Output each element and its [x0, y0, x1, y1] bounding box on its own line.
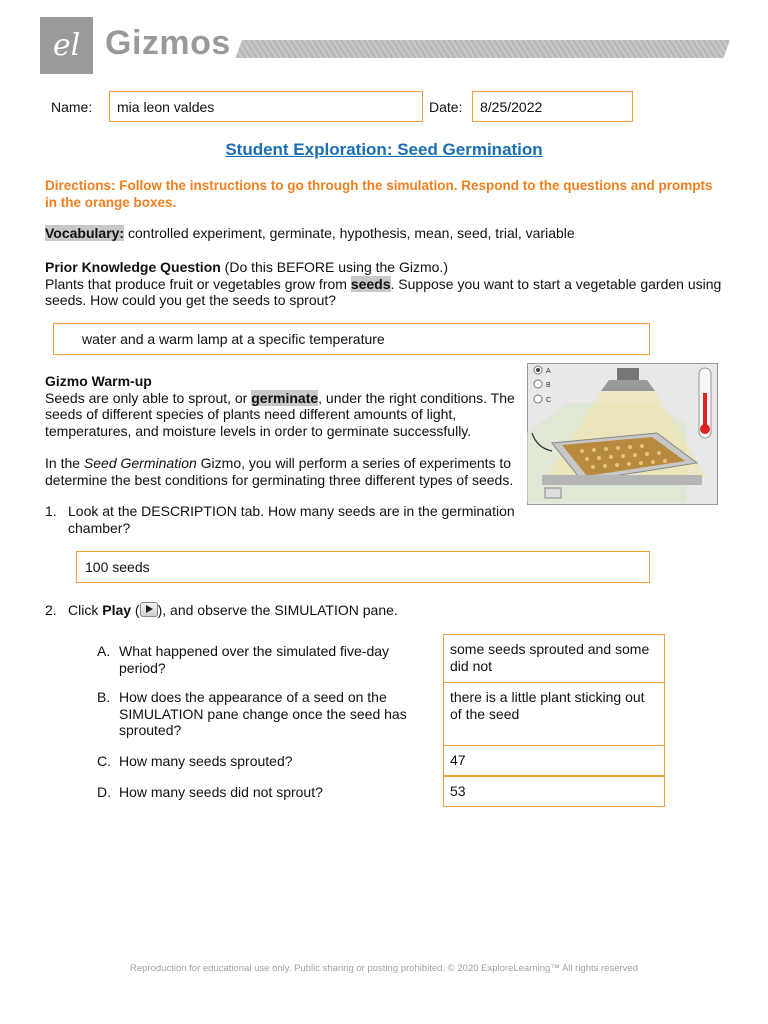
simulation-image — [527, 363, 718, 505]
header-decor-bar — [235, 40, 730, 58]
name-label: Name: — [51, 99, 93, 115]
q2b-question: How does the appearance of a seed on the SIMULATION pane change once the seed has sprouted? — [119, 689, 407, 738]
date-label: Date: — [429, 99, 463, 115]
q2b-answer: there is a little plant sticking out of the seed — [450, 689, 645, 722]
q2-text — [68, 602, 668, 619]
explorelearning-logo — [40, 17, 93, 74]
q2a-letter: A. — [97, 643, 111, 659]
warmup-p2-after: Gizmo, you will perform a series of experiments to determine the best conditions for germinating three different types of seeds. — [45, 455, 514, 488]
warmup-p1-before: Seeds are only able to sprout, or — [45, 389, 252, 406]
warmup-section — [45, 373, 515, 488]
prior-keyword: seeds — [350, 275, 391, 292]
name-value: mia leon valdes — [117, 98, 215, 115]
prior-text-before: Plants that produce fruit or vegetables grow from — [45, 275, 351, 292]
q2c-question: How many seeds sprouted? — [119, 753, 293, 769]
radio-c-label: C — [546, 397, 552, 404]
footer-copyright: Reproduction for educational use only. Public sharing or posting prohibited. © 2020 ExploreLearning™ All rights reserved — [130, 963, 638, 974]
q2c-letter: C. — [97, 753, 111, 769]
q2c-answer: 47 — [450, 752, 466, 768]
q1-number: 1. — [45, 503, 57, 519]
q2a-answer: some seeds sprouted and some did not — [450, 641, 650, 674]
vocabulary-line — [45, 225, 735, 242]
play-icon — [140, 602, 158, 617]
logo-mark: el — [52, 27, 81, 63]
name-field[interactable] — [109, 91, 423, 122]
q1-answer-box[interactable] — [76, 551, 650, 583]
lamp-icon — [617, 368, 639, 380]
q2-play-label: Play — [102, 602, 132, 618]
q2a-answer-cell[interactable] — [443, 634, 665, 682]
prior-answer-box[interactable] — [53, 323, 650, 355]
q2-text-before: Click — [68, 602, 103, 618]
q2d-answer: 53 — [450, 783, 466, 799]
page-title: Student Exploration: Seed Germination — [225, 140, 543, 159]
prior-answer: water and a warm lamp at a specific temperature — [82, 331, 385, 347]
q1-answer: 100 seeds — [85, 559, 150, 575]
prior-heading-note: (Do this BEFORE using the Gizmo.) — [220, 259, 448, 275]
warmup-p2-italic: Seed Germination — [83, 455, 197, 471]
q2c-answer-cell[interactable] — [443, 745, 665, 776]
prior-knowledge-section — [45, 259, 735, 309]
vocabulary-label: Vocabulary: — [45, 225, 125, 241]
q2a-question: What happened over the simulated five-day period? — [119, 643, 390, 676]
vocabulary-terms: controlled experiment, germinate, hypothesis, mean, seed, trial, variable — [124, 225, 575, 241]
prior-heading: Prior Knowledge Question — [45, 259, 221, 275]
q2b-answer-cell[interactable] — [443, 682, 665, 746]
prior-text-after: . Suppose you want to start a vegetable garden using seeds. How could you get the seeds to sprout? — [45, 275, 722, 308]
directions-text: Directions: Follow the instructions to go through the simulation. Respond to the questions and prompts in the orange boxes. — [45, 178, 713, 210]
warmup-heading: Gizmo Warm-up — [45, 373, 152, 389]
date-value: 8/25/2022 — [480, 98, 543, 115]
brand-title: Gizmos — [105, 24, 231, 62]
warmup-p1-after: , under the right conditions. The seeds of different species of plants need different amounts of light, temperatures, and moisture levels in order to germinate successfully. — [45, 389, 515, 439]
date-field[interactable] — [472, 91, 633, 122]
q2d-answer-cell[interactable] — [443, 776, 665, 807]
q2-text-after: ), and observe the SIMULATION pane. — [157, 602, 398, 618]
warmup-p2-before: In the — [45, 455, 84, 471]
radio-c[interactable] — [534, 395, 542, 403]
q2b-letter: B. — [97, 689, 111, 705]
q2-number: 2. — [45, 602, 57, 618]
radio-b-label: B — [546, 382, 551, 389]
q1-text: Look at the DESCRIPTION tab. How many seeds are in the germination chamber? — [68, 503, 515, 536]
warmup-keyword: germinate — [251, 389, 319, 406]
q2-paren-open: ( — [131, 602, 140, 618]
radio-b[interactable] — [534, 380, 542, 388]
q2d-question: How many seeds did not sprout? — [119, 784, 323, 800]
q2d-letter: D. — [97, 784, 111, 800]
radio-a-label: A — [546, 368, 551, 375]
